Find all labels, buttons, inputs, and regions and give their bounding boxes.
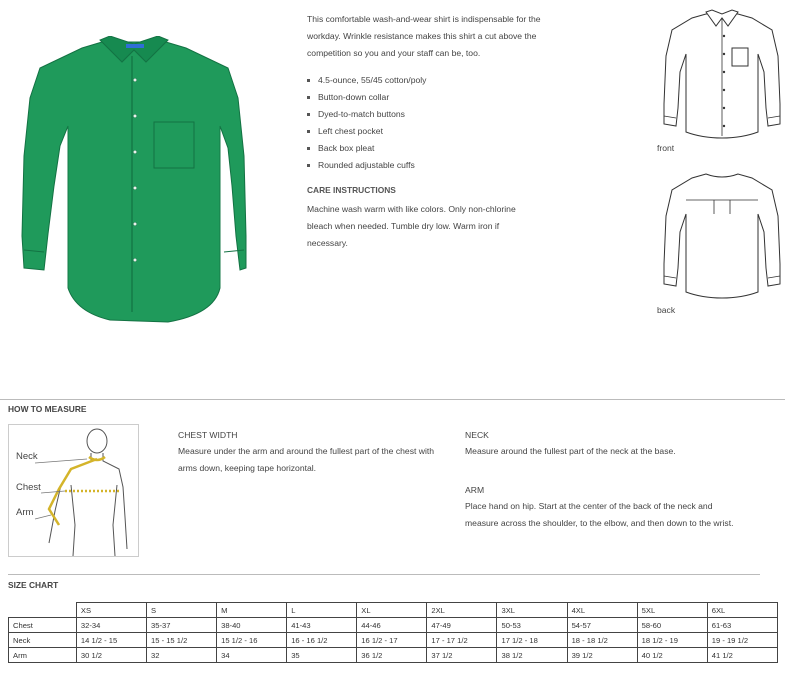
measure-figure <box>8 424 139 557</box>
feature-item: Left chest pocket <box>307 123 426 140</box>
size-header: 6XL <box>707 603 777 618</box>
how-to-measure-title: HOW TO MEASURE <box>8 404 87 414</box>
back-view-drawing <box>662 170 782 300</box>
table-cell: 32-34 <box>76 618 146 633</box>
care-instructions-title: CARE INSTRUCTIONS <box>307 185 396 195</box>
table-cell: 15 1/2 - 16 <box>217 633 287 648</box>
table-cell: 30 1/2 <box>76 648 146 663</box>
table-cell: 32 <box>147 648 217 663</box>
table-header-row <box>9 603 778 618</box>
neck-title: NECK <box>465 430 489 440</box>
table-row <box>9 618 778 633</box>
table-cell: 16 1/2 - 17 <box>357 633 427 648</box>
table-cell: 44-46 <box>357 618 427 633</box>
size-header: L <box>287 603 357 618</box>
table-cell: 16 - 16 1/2 <box>287 633 357 648</box>
front-view-drawing <box>662 8 782 140</box>
table-cell: 38-40 <box>217 618 287 633</box>
size-header: 5XL <box>637 603 707 618</box>
feature-item: Button-down collar <box>307 89 426 106</box>
figure-label-arm: Arm <box>16 507 34 518</box>
size-header: XS <box>76 603 146 618</box>
row-label: Arm <box>9 648 77 663</box>
row-label: Chest <box>9 618 77 633</box>
table-cell: 37 1/2 <box>427 648 497 663</box>
arm-title: ARM <box>465 485 485 495</box>
table-row <box>9 633 778 648</box>
front-label: front <box>657 143 675 153</box>
table-cell: 50-53 <box>497 618 567 633</box>
table-cell: 18 - 18 1/2 <box>567 633 637 648</box>
table-cell: 34 <box>217 648 287 663</box>
table-cell: 47-49 <box>427 618 497 633</box>
figure-label-neck: Neck <box>16 451 38 462</box>
size-header: 3XL <box>497 603 567 618</box>
arm-text: Place hand on hip. Start at the center of the back of the neck and measure across the shoulder, to the elbow, and then down to the wrist. <box>465 501 734 528</box>
feature-list <box>307 72 426 174</box>
chest-width-title: CHEST WIDTH <box>178 430 238 440</box>
figure-label-chest: Chest <box>16 482 41 493</box>
section-divider <box>0 399 785 400</box>
size-header: XL <box>357 603 427 618</box>
table-cell: 17 1/2 - 18 <box>497 633 567 648</box>
back-label: back <box>657 305 676 315</box>
size-header: S <box>147 603 217 618</box>
table-corner-cell <box>9 603 77 618</box>
feature-item: 4.5-ounce, 55/45 cotton/poly <box>307 72 426 89</box>
table-cell: 39 1/2 <box>567 648 637 663</box>
feature-item: Dyed-to-match buttons <box>307 106 426 123</box>
feature-item: Back box pleat <box>307 140 426 157</box>
table-cell: 18 1/2 - 19 <box>637 633 707 648</box>
row-label: Neck <box>9 633 77 648</box>
table-cell: 58-60 <box>637 618 707 633</box>
section-divider <box>8 574 760 575</box>
table-cell: 35-37 <box>147 618 217 633</box>
table-row <box>9 648 778 663</box>
table-cell: 54-57 <box>567 618 637 633</box>
table-cell: 15 - 15 1/2 <box>147 633 217 648</box>
size-header: 4XL <box>567 603 637 618</box>
table-cell: 19 - 19 1/2 <box>707 633 777 648</box>
care-instructions-text: Machine wash warm with like colors. Only non-chlorine bleach when needed. Tumble dry low. Warm iron if necessary. <box>307 204 516 248</box>
table-cell: 40 1/2 <box>637 648 707 663</box>
product-description: This comfortable wash-and-wear shirt is indispensable for the workday. Wrinkle resistance makes this shirt a cut above the competition so you and your staff can be, too. <box>307 14 541 58</box>
size-chart-table <box>8 602 778 663</box>
table-cell: 17 - 17 1/2 <box>427 633 497 648</box>
table-cell: 41-43 <box>287 618 357 633</box>
label-tag <box>126 44 144 48</box>
table-cell: 61-63 <box>707 618 777 633</box>
table-cell: 35 <box>287 648 357 663</box>
size-chart-title: SIZE CHART <box>8 580 59 590</box>
table-cell: 36 1/2 <box>357 648 427 663</box>
chest-width-text: Measure under the arm and around the fullest part of the chest with arms down, keeping tape horizontal. <box>178 446 435 473</box>
table-cell: 14 1/2 - 15 <box>76 633 146 648</box>
table-cell: 38 1/2 <box>497 648 567 663</box>
size-header: M <box>217 603 287 618</box>
product-shirt-image <box>18 36 250 328</box>
size-header: 2XL <box>427 603 497 618</box>
table-cell: 41 1/2 <box>707 648 777 663</box>
feature-item: Rounded adjustable cuffs <box>307 157 426 174</box>
neck-text: Measure around the fullest part of the neck at the base. <box>465 446 676 456</box>
